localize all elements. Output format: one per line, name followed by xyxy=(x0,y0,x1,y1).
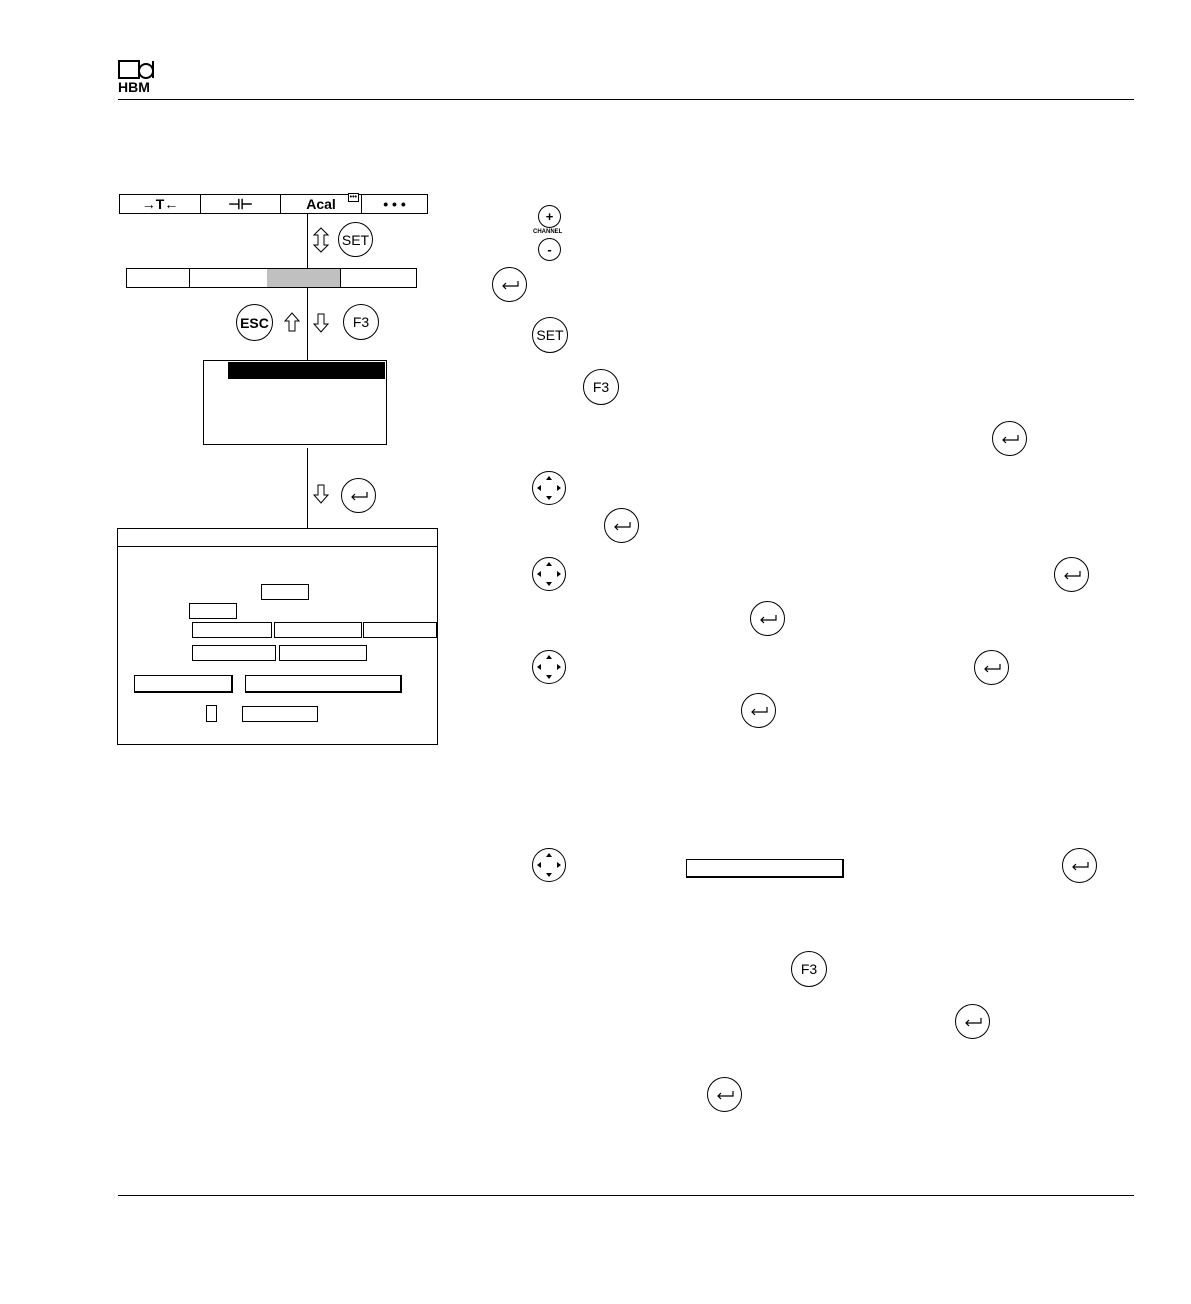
dialog-button-2[interactable] xyxy=(245,675,402,693)
zero-balance-icon: ⊣⊢ xyxy=(228,195,253,212)
tare-icon: →T← xyxy=(141,196,179,212)
dialog-field-3[interactable] xyxy=(192,622,272,638)
dropdown-highlight-item[interactable] xyxy=(228,362,385,379)
dialog-title-bar xyxy=(118,529,437,547)
cursor-keys-icon-3 xyxy=(532,650,566,684)
logo-text: HBM xyxy=(118,79,150,95)
submenu-segment-1[interactable] xyxy=(127,269,190,287)
submenu-bar xyxy=(126,268,417,288)
esc-key-icon: ESC xyxy=(236,304,273,341)
enter-key-icon-r2 xyxy=(992,421,1027,456)
toolbar-acal-button[interactable] xyxy=(281,195,362,213)
f3-key-icon: F3 xyxy=(343,304,379,340)
channel-plus-key-icon: + xyxy=(538,205,561,228)
down-arrow-icon-2 xyxy=(313,484,329,509)
dialog-button-1[interactable] xyxy=(134,675,233,693)
toolbar-tare-button[interactable] xyxy=(120,195,201,213)
enter-key-icon-r5 xyxy=(750,601,785,636)
acal-label: Acal xyxy=(306,196,336,212)
hbm-logo xyxy=(118,60,156,94)
enter-key-icon-r10 xyxy=(707,1077,742,1112)
toolbar-zero-button[interactable] xyxy=(201,195,281,213)
header-rule xyxy=(118,99,1134,100)
dialog-checkbox[interactable] xyxy=(206,705,217,722)
dialog-field-8[interactable] xyxy=(242,706,318,722)
more-icon: • • • xyxy=(383,196,406,212)
cursor-keys-icon-4 xyxy=(532,848,566,882)
enter-key-icon xyxy=(341,478,376,513)
dialog-field-2[interactable] xyxy=(189,603,237,619)
settings-dialog xyxy=(117,528,438,745)
enter-key-icon-r9 xyxy=(955,1004,990,1039)
enter-key-icon-r8 xyxy=(1062,848,1097,883)
down-arrow-icon xyxy=(313,313,329,338)
channel-minus-key-icon: - xyxy=(538,238,561,261)
function-toolbar xyxy=(119,194,428,214)
up-down-arrow-icon xyxy=(313,227,329,258)
f3-key-icon-r1: F3 xyxy=(583,369,619,405)
enter-key-icon-r6 xyxy=(974,650,1009,685)
channel-label: CHANNEL xyxy=(533,229,563,235)
acal-badge: ••• xyxy=(349,194,357,201)
submenu-segment-2[interactable] xyxy=(189,269,268,287)
connector-line-1 xyxy=(307,214,308,268)
set-key-icon-r: SET xyxy=(532,317,568,353)
submenu-segment-4[interactable] xyxy=(340,269,416,287)
up-arrow-icon xyxy=(284,312,300,337)
enter-key-icon-r7 xyxy=(741,693,776,728)
f3-key-icon-r2: F3 xyxy=(791,951,827,987)
dialog-field-7[interactable] xyxy=(279,645,367,661)
dialog-field-6[interactable] xyxy=(192,645,276,661)
enter-key-icon-r3 xyxy=(604,508,639,543)
enter-key-icon-r1 xyxy=(492,267,527,302)
connector-line-2 xyxy=(307,288,308,360)
dropdown-menu xyxy=(203,360,387,445)
inline-field-button xyxy=(686,859,844,878)
cursor-keys-icon-2 xyxy=(532,557,566,591)
dialog-field-4[interactable] xyxy=(274,622,362,638)
enter-key-icon-r4 xyxy=(1054,557,1089,592)
submenu-segment-selected[interactable] xyxy=(267,269,341,287)
set-key-icon: SET xyxy=(338,222,373,257)
dialog-field-1[interactable] xyxy=(261,584,309,600)
connector-line-3 xyxy=(307,448,308,528)
cursor-keys-icon-1 xyxy=(532,471,566,505)
toolbar-more-button[interactable] xyxy=(362,195,427,213)
dialog-field-5[interactable] xyxy=(363,622,437,638)
footer-rule xyxy=(118,1195,1134,1196)
